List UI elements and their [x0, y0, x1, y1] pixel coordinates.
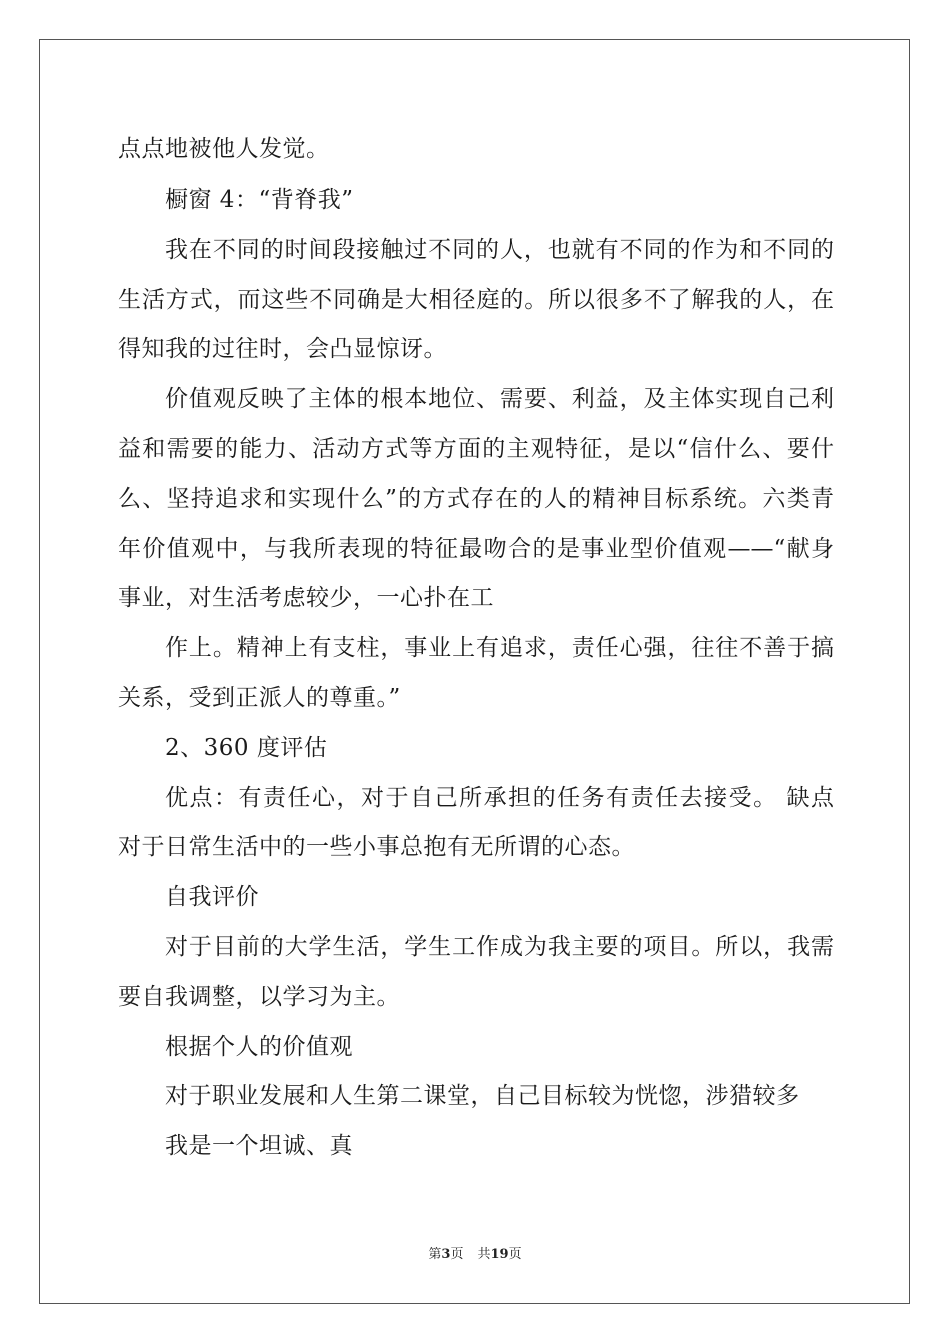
text-line: 价值观反映了主体的根本地位、需要、利益，及主体实现自己利	[165, 386, 834, 412]
text-line: 得知我的过往时，会凸显惊讶。	[118, 336, 447, 362]
text-line: 年价值观中，与我所表现的特征最吻合的是事业型价值观——“献身	[118, 536, 834, 562]
text-line: 我是一个坦诚、真	[165, 1133, 353, 1159]
page-border	[39, 39, 910, 1304]
footer-prefix: 第	[428, 1247, 442, 1262]
footer-total-suffix: 页	[508, 1247, 522, 1262]
section-heading: 根据个人的价值观	[165, 1034, 353, 1060]
text-line: 对于职业发展和人生第二课堂，自己目标较为恍惚，涉猎较多	[165, 1083, 800, 1109]
section-heading: 2、360 度评估	[165, 735, 328, 761]
section-heading: 自我评价	[165, 884, 259, 910]
text-line: 点点地被他人发觉。	[118, 136, 330, 162]
text-line: 我在不同的时间段接触过不同的人，也就有不同的作为和不同的	[165, 237, 834, 263]
text-line: 优点：有责任心，对于自己所承担的任务有责任去接受。 缺点	[165, 785, 834, 811]
total-page-count: 19	[490, 1247, 509, 1262]
text-line: 对于日常生活中的一些小事总抱有无所谓的心态。	[118, 834, 635, 860]
current-page-number: 3	[441, 1247, 451, 1262]
text-line: 作上。精神上有支柱，事业上有追求，责任心强，往往不善于搞	[165, 635, 834, 661]
footer-total-prefix: 共	[477, 1247, 491, 1262]
text-line: 要自我调整，以学习为主。	[118, 984, 400, 1010]
footer-page-suffix: 页	[450, 1247, 464, 1262]
page-footer	[0, 1247, 950, 1263]
text-line: 关系，受到正派人的尊重。”	[118, 685, 401, 711]
section-heading: 橱窗 4：“背脊我”	[165, 187, 354, 213]
text-line: 么、坚持追求和实现什么”的方式存在的人的精神目标系统。六类青	[118, 486, 834, 512]
text-line: 益和需要的能力、活动方式等方面的主观特征，是以“信什么、要什	[118, 436, 834, 462]
text-line: 事业，对生活考虑较少，一心扑在工	[118, 585, 494, 611]
text-line: 对于目前的大学生活，学生工作成为我主要的项目。所以，我需	[165, 934, 834, 960]
text-line: 生活方式，而这些不同确是大相径庭的。所以很多不了解我的人，在	[118, 287, 834, 313]
